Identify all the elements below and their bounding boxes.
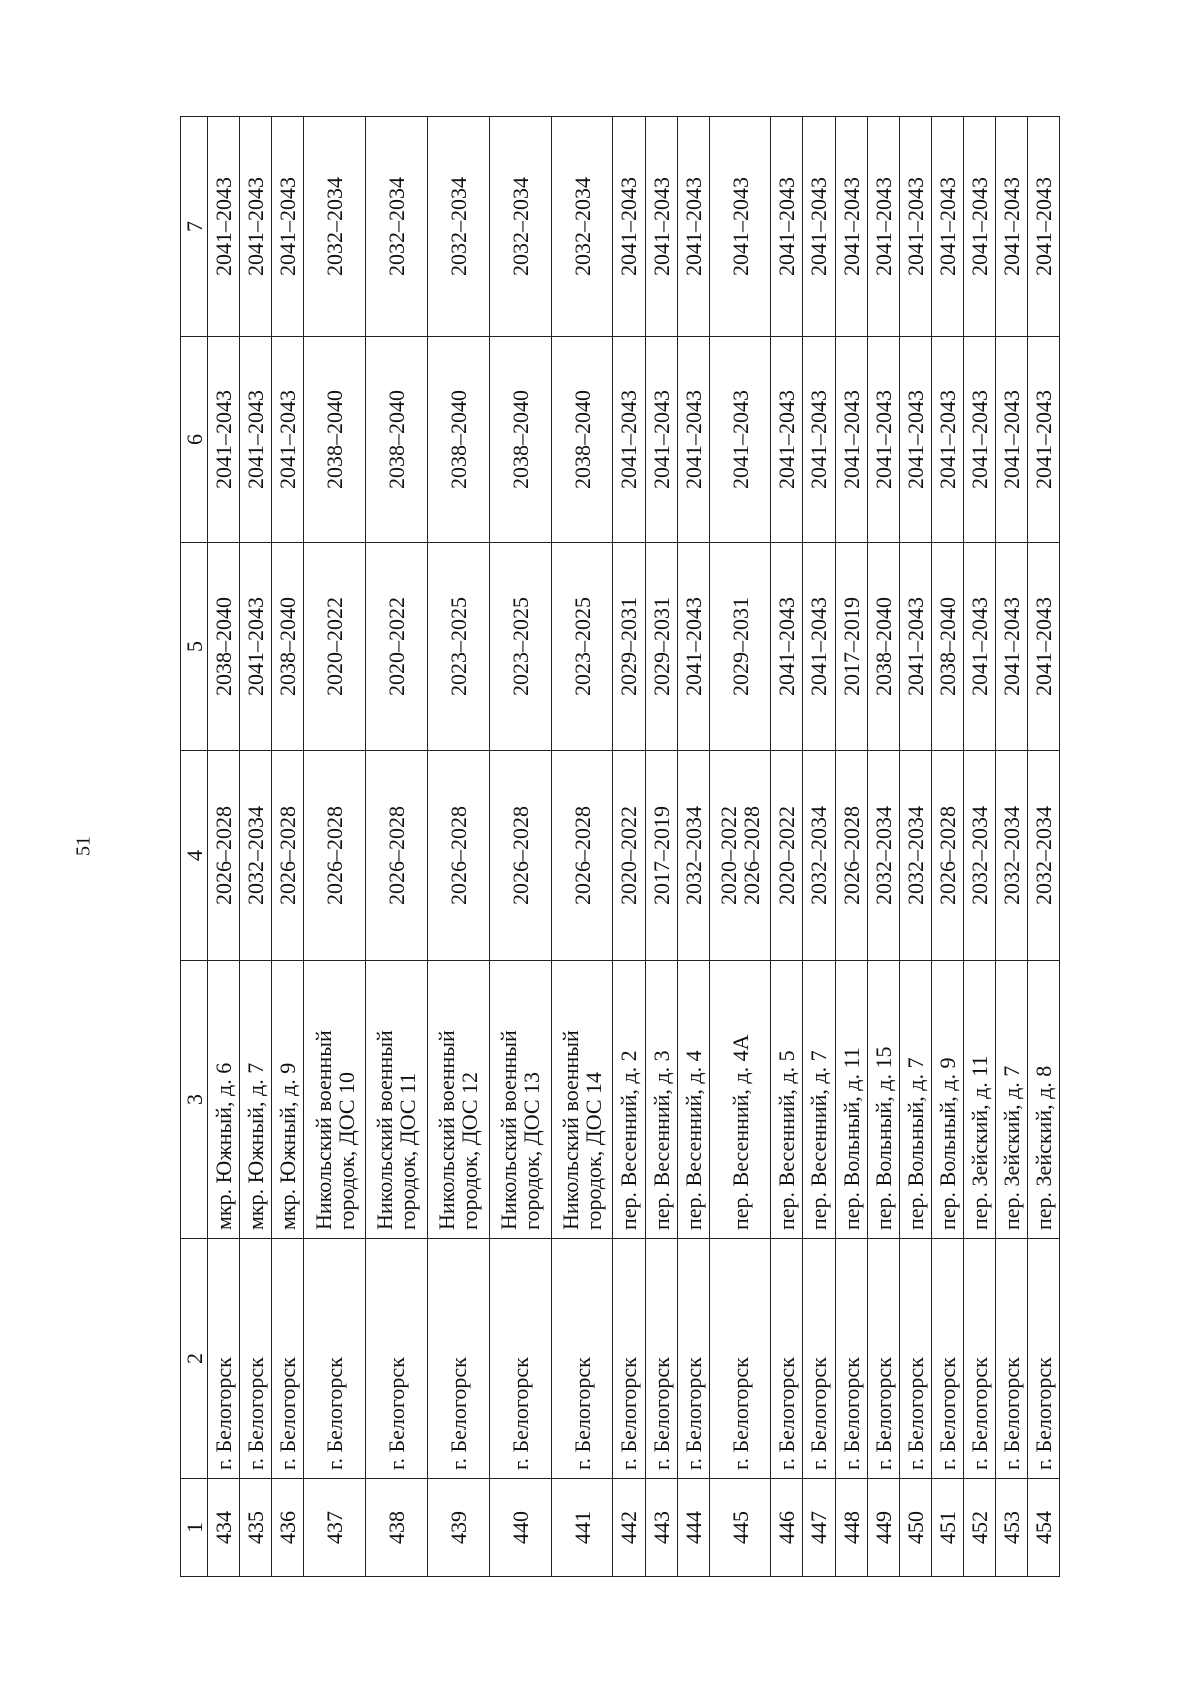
address-cell: пер. Вольный, д. 11 <box>835 961 867 1239</box>
address-cell: пер. Весенний, д. 7 <box>803 961 835 1239</box>
row-number-cell: 442 <box>613 1479 645 1577</box>
row-number-cell: 452 <box>963 1479 995 1577</box>
period-col6-cell: 2041–2043 <box>208 337 240 543</box>
period-col6-cell: 2041–2043 <box>1027 337 1059 543</box>
period-col7-cell: 2032–2034 <box>551 117 613 337</box>
period-col5-cell: 2020–2022 <box>304 543 366 751</box>
city-cell: г. Белогорск <box>709 1239 771 1479</box>
city-cell: г. Белогорск <box>803 1239 835 1479</box>
period-col4-cell: 2032–2034 <box>803 751 835 961</box>
row-number-cell: 444 <box>677 1479 709 1577</box>
address-cell: Никольский военный городок, ДОС 12 <box>427 961 489 1239</box>
table-row <box>365 117 427 1577</box>
city-cell: г. Белогорск <box>677 1239 709 1479</box>
period-col6-cell: 2041–2043 <box>272 337 304 543</box>
row-number-cell: 449 <box>867 1479 899 1577</box>
period-col6-cell: 2041–2043 <box>803 337 835 543</box>
period-col7-cell: 2041–2043 <box>272 117 304 337</box>
header-col-5: 5 <box>181 543 208 751</box>
period-col5-cell: 2041–2043 <box>963 543 995 751</box>
address-cell: пер. Вольный, д. 15 <box>867 961 899 1239</box>
address-cell: Никольский военный городок, ДОС 10 <box>304 961 366 1239</box>
table-row <box>304 117 366 1577</box>
address-cell: пер. Вольный, д. 9 <box>931 961 963 1239</box>
period-col4-cell: 2026–2028 <box>304 751 366 961</box>
period-col5-cell: 2038–2040 <box>272 543 304 751</box>
schedule-table <box>180 116 1060 1577</box>
table-row <box>835 117 867 1577</box>
period-col5-cell: 2038–2040 <box>931 543 963 751</box>
period-col6-cell: 2038–2040 <box>551 337 613 543</box>
city-cell: г. Белогорск <box>240 1239 272 1479</box>
row-number-cell: 438 <box>365 1479 427 1577</box>
period-col5-cell: 2041–2043 <box>995 543 1027 751</box>
row-number-cell: 435 <box>240 1479 272 1577</box>
period-col5-cell: 2029–2031 <box>613 543 645 751</box>
period-col4-cell: 2026–2028 <box>489 751 551 961</box>
city-cell: г. Белогорск <box>272 1239 304 1479</box>
period-col6-cell: 2041–2043 <box>867 337 899 543</box>
period-col4-cell: 2026–2028 <box>427 751 489 961</box>
period-col4-cell: 2017–2019 <box>645 751 677 961</box>
period-col6-cell: 2038–2040 <box>304 337 366 543</box>
period-col7-cell: 2041–2043 <box>771 117 803 337</box>
period-col5-cell: 2020–2022 <box>365 543 427 751</box>
period-col6-cell: 2041–2043 <box>963 337 995 543</box>
table-row <box>677 117 709 1577</box>
period-col7-cell: 2041–2043 <box>240 117 272 337</box>
period-col4-cell: 2032–2034 <box>867 751 899 961</box>
city-cell: г. Белогорск <box>365 1239 427 1479</box>
table-body <box>208 117 1060 1577</box>
address-cell: пер. Весенний, д. 2 <box>613 961 645 1239</box>
period-col7-cell: 2041–2043 <box>899 117 931 337</box>
row-number-cell: 434 <box>208 1479 240 1577</box>
row-number-cell: 450 <box>899 1479 931 1577</box>
period-col4-cell-line: 2026–2028 <box>739 806 764 905</box>
period-col7-cell: 2041–2043 <box>645 117 677 337</box>
period-col4-cell: 2032–2034 <box>899 751 931 961</box>
table-row <box>931 117 963 1577</box>
period-col4-cell <box>709 751 771 961</box>
period-col4-cell: 2032–2034 <box>240 751 272 961</box>
period-col4-cell: 2020–2022 <box>771 751 803 961</box>
period-col7-cell: 2041–2043 <box>931 117 963 337</box>
table-row <box>771 117 803 1577</box>
city-cell: г. Белогорск <box>867 1239 899 1479</box>
row-number-cell: 448 <box>835 1479 867 1577</box>
period-col7-cell: 2041–2043 <box>1027 117 1059 337</box>
table-row <box>1027 117 1059 1577</box>
period-col6-cell: 2041–2043 <box>771 337 803 543</box>
period-col7-cell: 2041–2043 <box>208 117 240 337</box>
period-col5-cell: 2038–2040 <box>208 543 240 751</box>
period-col6-cell: 2041–2043 <box>677 337 709 543</box>
period-col4-cell: 2026–2028 <box>551 751 613 961</box>
row-number-cell: 439 <box>427 1479 489 1577</box>
header-row <box>181 117 208 1577</box>
row-number-cell: 454 <box>1027 1479 1059 1577</box>
period-col5-cell: 2029–2031 <box>709 543 771 751</box>
header-col-3: 3 <box>181 961 208 1239</box>
city-cell: г. Белогорск <box>304 1239 366 1479</box>
period-col6-cell: 2041–2043 <box>613 337 645 543</box>
period-col6-cell: 2041–2043 <box>240 337 272 543</box>
address-cell: пер. Весенний, д. 4 <box>677 961 709 1239</box>
period-col5-cell: 2023–2025 <box>551 543 613 751</box>
city-cell: г. Белогорск <box>427 1239 489 1479</box>
period-col4-cell: 2026–2028 <box>835 751 867 961</box>
period-col4-cell: 2032–2034 <box>963 751 995 961</box>
address-cell: мкр. Южный, д. 7 <box>240 961 272 1239</box>
period-col5-cell: 2023–2025 <box>489 543 551 751</box>
row-number-cell: 436 <box>272 1479 304 1577</box>
period-col4-cell: 2026–2028 <box>365 751 427 961</box>
address-cell: пер. Весенний, д. 5 <box>771 961 803 1239</box>
period-col6-cell: 2041–2043 <box>709 337 771 543</box>
period-col4-cell: 2026–2028 <box>208 751 240 961</box>
address-cell: пер. Зейский, д. 11 <box>963 961 995 1239</box>
table-row <box>645 117 677 1577</box>
city-cell: г. Белогорск <box>995 1239 1027 1479</box>
address-cell: мкр. Южный, д. 6 <box>208 961 240 1239</box>
schedule-table-container <box>180 117 1060 1577</box>
table-row <box>427 117 489 1577</box>
table-row <box>867 117 899 1577</box>
period-col6-cell: 2041–2043 <box>995 337 1027 543</box>
period-col7-cell: 2041–2043 <box>835 117 867 337</box>
period-col6-cell: 2041–2043 <box>645 337 677 543</box>
city-cell: г. Белогорск <box>208 1239 240 1479</box>
period-col4-cell: 2032–2034 <box>1027 751 1059 961</box>
address-cell: Никольский военный городок, ДОС 14 <box>551 961 613 1239</box>
period-col5-cell: 2023–2025 <box>427 543 489 751</box>
header-col-1: 1 <box>181 1479 208 1577</box>
city-cell: г. Белогорск <box>963 1239 995 1479</box>
period-col5-cell: 2017–2019 <box>835 543 867 751</box>
period-col7-cell: 2041–2043 <box>803 117 835 337</box>
period-col6-cell: 2041–2043 <box>835 337 867 543</box>
city-cell: г. Белогорск <box>771 1239 803 1479</box>
period-col5-cell: 2041–2043 <box>771 543 803 751</box>
header-col-7: 7 <box>181 117 208 337</box>
address-cell: пер. Зейский, д. 7 <box>995 961 1027 1239</box>
city-cell: г. Белогорск <box>551 1239 613 1479</box>
period-col7-cell: 2041–2043 <box>995 117 1027 337</box>
period-col4-cell: 2032–2034 <box>995 751 1027 961</box>
period-col6-cell: 2038–2040 <box>365 337 427 543</box>
table-row <box>272 117 304 1577</box>
period-col4-cell: 2026–2028 <box>272 751 304 961</box>
address-cell: пер. Весенний, д. 3 <box>645 961 677 1239</box>
table-row <box>995 117 1027 1577</box>
row-number-cell: 437 <box>304 1479 366 1577</box>
table-row <box>208 117 240 1577</box>
period-col7-cell: 2032–2034 <box>427 117 489 337</box>
period-col6-cell: 2041–2043 <box>931 337 963 543</box>
table-row <box>803 117 835 1577</box>
table-row <box>240 117 272 1577</box>
period-col5-cell: 2038–2040 <box>867 543 899 751</box>
city-cell: г. Белогорск <box>931 1239 963 1479</box>
period-col7-cell: 2041–2043 <box>867 117 899 337</box>
row-number-cell: 453 <box>995 1479 1027 1577</box>
city-cell: г. Белогорск <box>1027 1239 1059 1479</box>
row-number-cell: 443 <box>645 1479 677 1577</box>
period-col5-cell: 2041–2043 <box>1027 543 1059 751</box>
period-col7-cell: 2041–2043 <box>963 117 995 337</box>
period-col7-cell: 2032–2034 <box>365 117 427 337</box>
city-cell: г. Белогорск <box>835 1239 867 1479</box>
period-col7-cell: 2032–2034 <box>304 117 366 337</box>
address-cell: Никольский военный городок, ДОС 13 <box>489 961 551 1239</box>
table-row <box>709 117 771 1577</box>
table-row <box>613 117 645 1577</box>
address-cell: Никольский военный городок, ДОС 11 <box>365 961 427 1239</box>
period-col5-cell: 2029–2031 <box>645 543 677 751</box>
period-col7-cell: 2041–2043 <box>709 117 771 337</box>
period-col5-cell: 2041–2043 <box>240 543 272 751</box>
table-row <box>963 117 995 1577</box>
address-cell: мкр. Южный, д. 9 <box>272 961 304 1239</box>
row-number-cell: 440 <box>489 1479 551 1577</box>
period-col4-cell: 2032–2034 <box>677 751 709 961</box>
period-col5-cell: 2041–2043 <box>803 543 835 751</box>
period-col5-cell: 2041–2043 <box>677 543 709 751</box>
address-cell: пер. Весенний, д. 4А <box>709 961 771 1239</box>
page-number: 51 <box>72 836 95 856</box>
city-cell: г. Белогорск <box>613 1239 645 1479</box>
period-col7-cell: 2041–2043 <box>613 117 645 337</box>
row-number-cell: 441 <box>551 1479 613 1577</box>
period-col6-cell: 2038–2040 <box>427 337 489 543</box>
table-row <box>551 117 613 1577</box>
city-cell: г. Белогорск <box>645 1239 677 1479</box>
row-number-cell: 447 <box>803 1479 835 1577</box>
city-cell: г. Белогорск <box>489 1239 551 1479</box>
header-col-4: 4 <box>181 751 208 961</box>
row-number-cell: 446 <box>771 1479 803 1577</box>
period-col6-cell: 2038–2040 <box>489 337 551 543</box>
address-cell: пер. Зейский, д. 8 <box>1027 961 1059 1239</box>
row-number-cell: 451 <box>931 1479 963 1577</box>
header-col-2: 2 <box>181 1239 208 1479</box>
period-col7-cell: 2032–2034 <box>489 117 551 337</box>
table-row <box>899 117 931 1577</box>
city-cell: г. Белогорск <box>899 1239 931 1479</box>
period-col4-cell: 2026–2028 <box>931 751 963 961</box>
table-row <box>489 117 551 1577</box>
period-col4-cell-line: 2020–2022 <box>716 806 741 905</box>
period-col7-cell: 2041–2043 <box>677 117 709 337</box>
header-col-6: 6 <box>181 337 208 543</box>
period-col6-cell: 2041–2043 <box>899 337 931 543</box>
row-number-cell: 445 <box>709 1479 771 1577</box>
period-col4-cell: 2020–2022 <box>613 751 645 961</box>
address-cell: пер. Вольный, д. 7 <box>899 961 931 1239</box>
period-col5-cell: 2041–2043 <box>899 543 931 751</box>
